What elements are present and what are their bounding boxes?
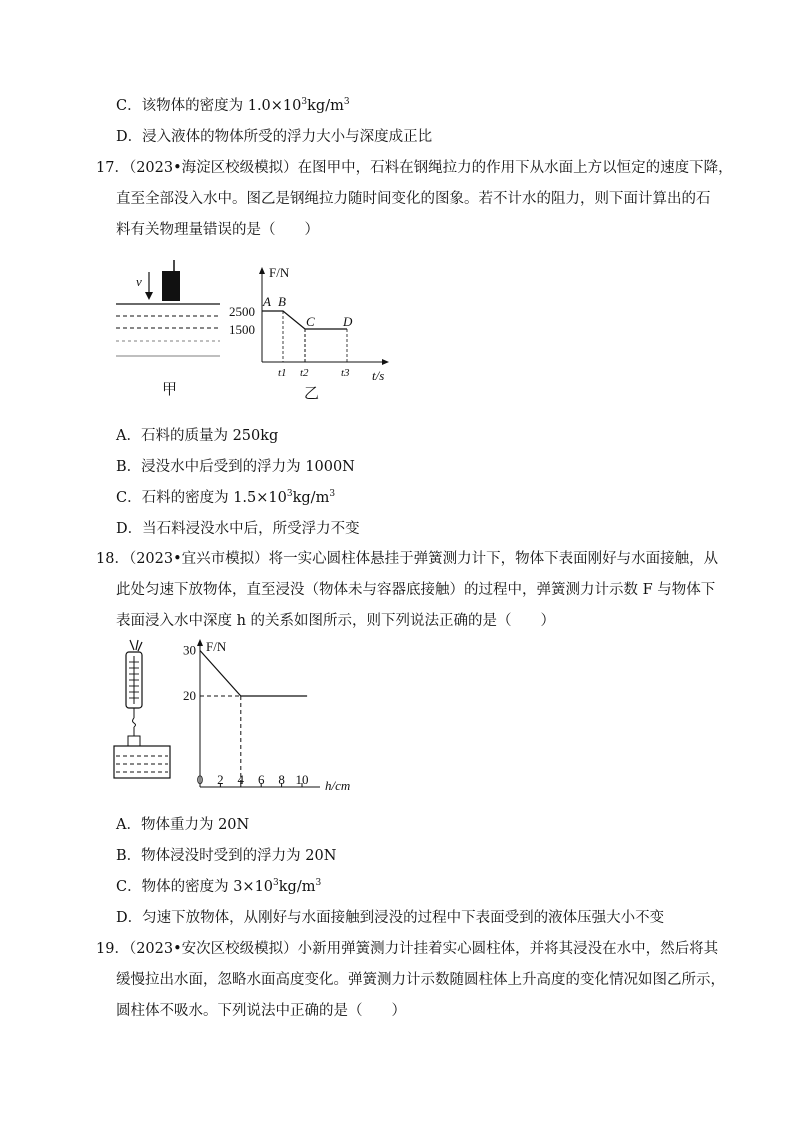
tension-curve — [262, 311, 347, 329]
y-tick-label: 20 — [183, 688, 196, 703]
point-label-c: C — [306, 314, 315, 329]
superscript: 3 — [286, 489, 293, 500]
superscript: 3 — [301, 97, 308, 108]
q18-stem-line2: 此处匀速下放物体，直至浸没（物体未与容器底接触）的过程中，弹簧测力计示数 F 与物体下 — [116, 582, 716, 598]
superscript: 3 — [329, 489, 336, 500]
superscript: 3 — [315, 878, 322, 889]
figure-caption-jia: 甲 — [162, 382, 178, 398]
superscript: 3 — [343, 97, 350, 108]
superscript: 3 — [273, 878, 279, 889]
y-tick-label: 2500 — [229, 304, 255, 319]
q19-stem-line3: 圆柱体不吸水。下列说法中正确的是（ ） — [116, 1003, 406, 1019]
point-label-d: D — [343, 314, 353, 329]
x-axis-arrow-icon — [382, 359, 389, 365]
option-unit: kg/m — [292, 490, 330, 506]
q17-option-a: A．石料的质量为 250kg — [116, 428, 279, 444]
y-axis-arrow-icon — [259, 267, 265, 274]
x-tick-label: 8 — [278, 772, 285, 787]
q17-option-c — [116, 488, 335, 508]
cylinder — [128, 736, 140, 746]
q17-option-d: D．当石料浸没水中后，所受浮力不变 — [116, 521, 360, 537]
x-axis-label: t/s — [372, 368, 385, 383]
y-axis-arrow-icon — [197, 639, 203, 646]
q18-spring-scale-figure — [108, 638, 178, 786]
q17-figure-jia — [110, 258, 230, 408]
stone-block — [162, 271, 180, 301]
x-tick-label: 10 — [295, 772, 309, 787]
prev-option-c — [116, 96, 350, 116]
force-curve — [200, 651, 307, 697]
hand-hook-icon — [130, 640, 142, 651]
q17-stem-line1: 17．（2023•海淀区校级模拟）在图甲中，石料在钢绳拉力的作用下从水面上方以恒定的速度下降， — [96, 160, 733, 176]
x-tick-label: 0 — [196, 772, 204, 787]
y-tick-label: 1500 — [229, 322, 255, 337]
option-text: 浸入液体的物体所受的浮力大小与深度成正比 — [142, 129, 433, 145]
point-label-a: A — [263, 294, 271, 309]
q19-stem-line1: 19．（2023•安次区校级模拟）小新用弹簧测力计挂着实心圆柱体，并将其浸没在水中，然后将其 — [96, 941, 719, 957]
arrow-head-icon — [145, 292, 153, 300]
option-letter: C． — [116, 98, 142, 114]
q18-stem-line3: 表面浸入水中深度 h 的关系如图所示，则下列说法正确的是（ ） — [116, 613, 556, 629]
q19-stem-line2: 缓慢拉出水面，忽略水面高度变化。弹簧测力计示数随圆柱体上升高度的变化情况如图乙所示， — [116, 972, 725, 988]
x-tick-label: 2 — [217, 772, 224, 787]
figure-caption-yi: 乙 — [304, 386, 320, 402]
option-letter: D． — [116, 129, 143, 145]
y-axis-label: F/N — [269, 265, 290, 280]
x-tick-label: t1 — [278, 367, 287, 379]
container — [114, 746, 170, 778]
q18-option-b: B．物体浸没时受到的浮力为 20N — [116, 848, 337, 864]
option-unit: kg/m — [307, 98, 344, 114]
y-tick-label: 30 — [183, 642, 196, 658]
q18-option-d: D．匀速下放物体，从刚好与水面接触到浸没的过程中下表面受到的液体压强大小不变 — [116, 910, 665, 926]
velocity-label: v — [136, 274, 142, 289]
option-text: C．石料的密度为 1.5×10 — [116, 490, 287, 506]
x-tick-label: 4 — [237, 772, 245, 787]
option-text: 该物体的密度为 1.0×10 — [141, 98, 302, 114]
q18-option-c — [116, 877, 321, 897]
point-label-b: B — [278, 294, 286, 309]
q18-chart — [183, 634, 376, 794]
hook-icon — [133, 718, 136, 727]
option-unit: kg/m — [278, 879, 316, 895]
option-text: C．物体的密度为 3×10 — [116, 879, 274, 895]
x-axis-label: h/cm — [325, 778, 351, 793]
q17-stem-line3: 料有关物理量错误的是（ ） — [116, 222, 319, 238]
x-tick-label: 6 — [257, 772, 265, 787]
q17-stem-line2: 直至全部没入水中。图乙是钢绳拉力随时间变化的图象。若不计水的阻力，则下面计算出的石 — [116, 191, 711, 207]
q17-chart-yi — [225, 258, 405, 408]
prev-option-d — [116, 127, 432, 147]
x-tick-label: t2 — [300, 367, 309, 379]
x-tick-label: t3 — [341, 367, 350, 379]
q17-option-b: B．浸没水中后受到的浮力为 1000N — [116, 459, 355, 475]
q18-stem-line1: 18．（2023•宜兴市模拟）将一实心圆柱体悬挂于弹簧测力计下，物体下表面刚好与水面接触，从 — [96, 551, 719, 567]
y-axis-label: F/N — [206, 639, 227, 654]
q18-option-a: A．物体重力为 20N — [116, 817, 250, 833]
